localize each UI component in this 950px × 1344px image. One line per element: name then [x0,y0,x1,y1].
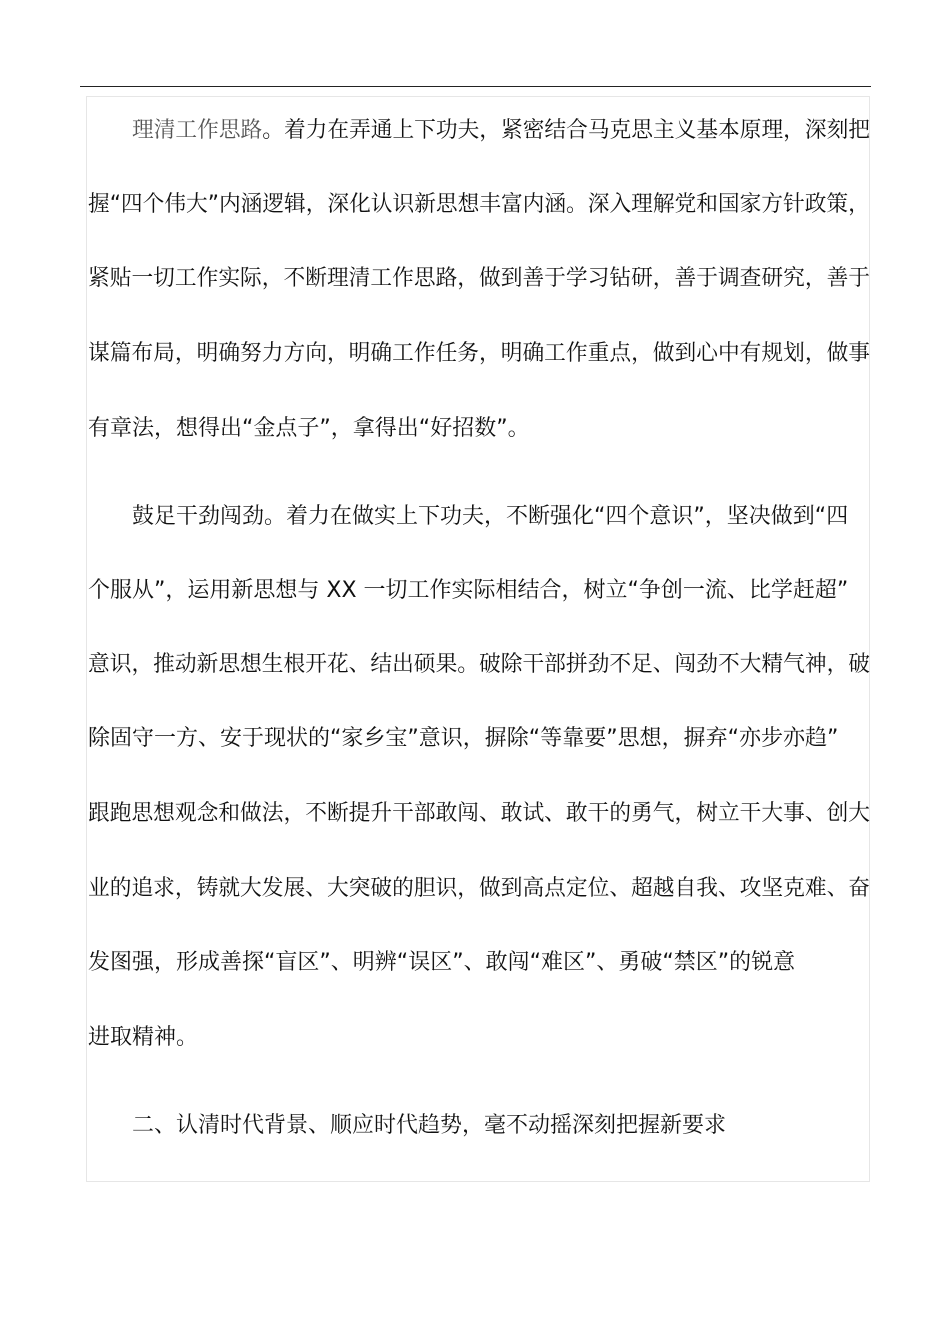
para1-line-4: 谋篇布局，明确努力方向，明确工作任务，明确工作重点，做到心中有规划，做事 [88,341,871,366]
para1-line-3: 紧贴一切工作实际，不断理清工作思路，做到善于学习钻研，善于调查研究，善于 [88,266,871,291]
para2-line-2: 个服从”，运用新思想与 XX 一切工作实际相结合，树立“争创一流、比学赶超” [88,578,849,603]
para2-line-4: 除固守一方、安于现状的“家乡宝”意识，摒除“等靠要”思想，摒弃“亦步亦趋” [88,726,839,751]
para1-line-5: 有章法，想得出“金点子”，拿得出“好招数”。 [88,416,530,441]
para2-line-7: 发图强，形成善探“盲区”、明辨“误区”、敢闯“难区”、勇破“禁区”的锐意 [88,950,796,975]
para2-line-6: 业的追求，铸就大发展、大突破的胆识，做到高点定位、超越自我、攻坚克难、奋 [88,876,871,901]
header-rule [80,86,871,87]
para1-line-1 [132,116,870,146]
section-heading: 二、认清时代背景、顺应时代趋势，毫不动摇深刻把握新要求 [132,1113,727,1138]
para1-line-2: 握“四个伟大”内涵逻辑，深化认识新思想丰富内涵。深入理解党和国家方针政策， [88,192,870,217]
para2-line-8: 进取精神。 [88,1025,199,1050]
para2-line-1: 鼓足干劲闯劲。着力在做实上下功夫，不断强化“四个意识”，坚决做到“四 [132,504,849,529]
para1-line-1-text: 。着力在弄通上下功夫，紧密结合马克思主义基本原理，深刻把 [262,118,871,143]
para1-lead: 理清工作思路 [132,118,263,143]
para2-line-3: 意识，推动新思想生根开花、结出硕果。破除干部拼劲不足、闯劲不大精气神，破 [88,652,871,677]
para2-line-5: 跟跑思想观念和做法，不断提升干部敢闯、敢试、敢干的勇气，树立干大事、创大 [88,801,871,826]
text-frame [86,96,870,1182]
